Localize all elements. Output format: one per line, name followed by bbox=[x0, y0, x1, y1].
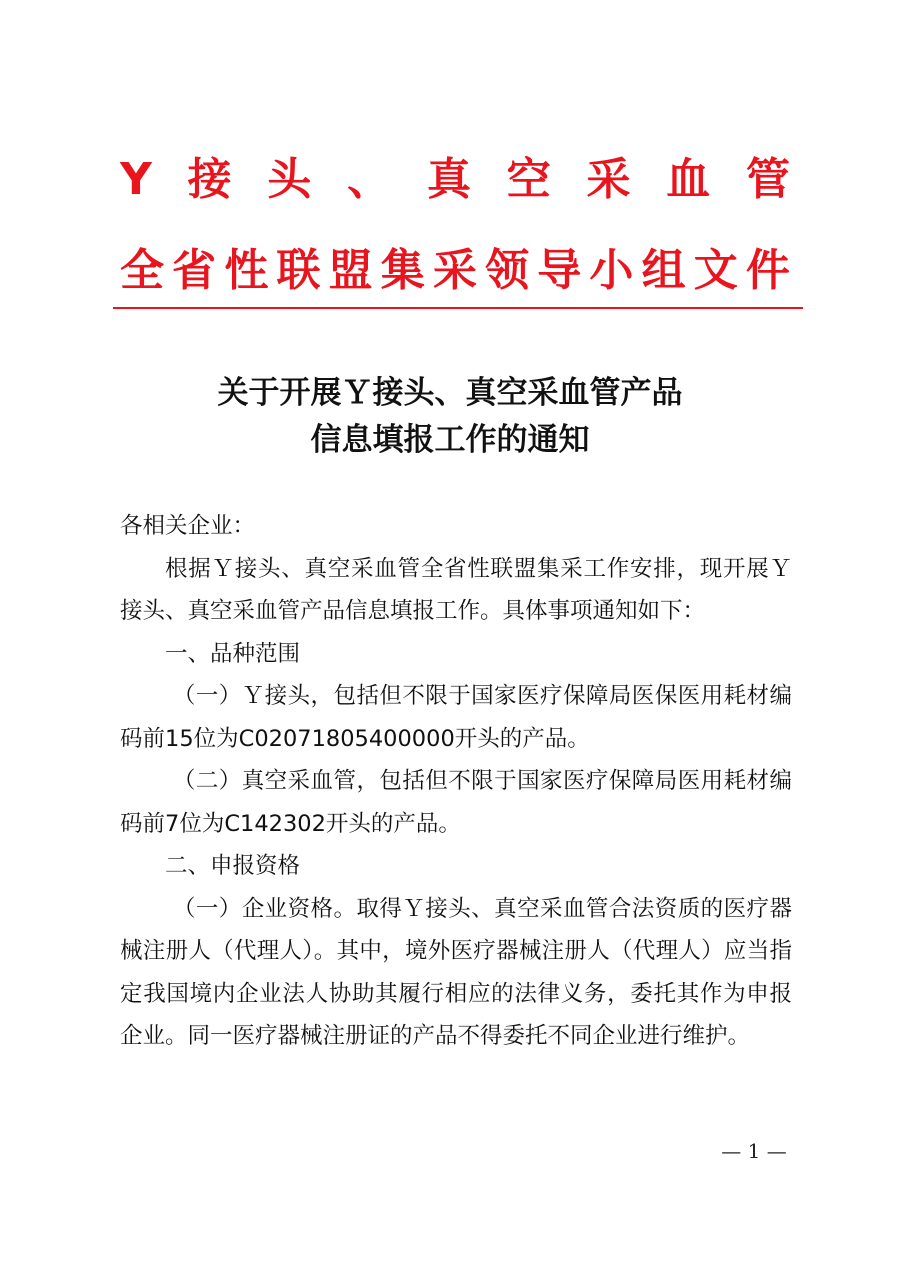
header-char: 联 bbox=[276, 245, 321, 296]
header-char: 盟 bbox=[328, 245, 373, 296]
header-char: 性 bbox=[224, 245, 269, 296]
header-char: 采 bbox=[586, 154, 631, 205]
issuer-header-line-2 bbox=[120, 243, 790, 299]
document-body bbox=[120, 505, 792, 1058]
header-char: 导 bbox=[537, 245, 582, 296]
salutation: 各相关企业： bbox=[120, 513, 256, 539]
body-paragraph: （一）Ｙ接头，包括但不限于国家医疗保障局医保医用耗材编码前15位为C02071805400000开头的产品。 bbox=[120, 683, 792, 752]
header-char: 集 bbox=[380, 245, 425, 296]
body-paragraph: （二）真空采血管，包括但不限于国家医疗保障局医用耗材编码前7位为C142302开头的产品。 bbox=[120, 768, 792, 837]
header-char: 、 bbox=[347, 154, 392, 205]
header-char: 真 bbox=[426, 154, 471, 205]
header-char: 小 bbox=[589, 245, 634, 296]
page-number: — 1 — bbox=[721, 1139, 787, 1163]
header-char: 接 bbox=[187, 154, 232, 205]
document-title-line-2: 信息填报工作的通知 bbox=[310, 422, 590, 458]
body-paragraph: （一）企业资格。取得Ｙ接头、真空采血管合法资质的医疗器械注册人（代理人）。其中，境外医疗器械注册人（代理人）应当指定我国境内企业法人协助其履行相应的法律义务，委托其作为申报企业。同一医疗器械注册证的产品不得委托不同企业进行维护。 bbox=[120, 895, 792, 1049]
header-char: 领 bbox=[485, 245, 530, 296]
section-heading: 一、品种范围 bbox=[165, 640, 301, 667]
header-char: 头 bbox=[267, 154, 312, 205]
header-char: 采 bbox=[432, 245, 477, 296]
header-char: 空 bbox=[506, 154, 551, 205]
header-char: 全 bbox=[120, 245, 164, 296]
header-char: Y bbox=[120, 154, 152, 205]
header-char: 文 bbox=[693, 245, 738, 296]
document-title-line-1: 关于开展Ｙ接头、真空采血管产品 bbox=[217, 375, 683, 411]
red-divider-line bbox=[113, 307, 803, 309]
section-heading: 二、申报资格 bbox=[165, 853, 301, 879]
header-char: 管 bbox=[746, 154, 790, 205]
body-paragraph: 根据Ｙ接头、真空采血管全省性联盟集采工作安排，现开展Ｙ接头、真空采血管产品信息填报工作。具体事项通知如下： bbox=[120, 555, 792, 624]
header-char: 件 bbox=[745, 245, 790, 296]
header-char: 组 bbox=[641, 245, 686, 296]
header-char: 省 bbox=[172, 245, 217, 296]
issuer-header-line-1 bbox=[120, 152, 790, 208]
header-char: 血 bbox=[666, 154, 711, 205]
